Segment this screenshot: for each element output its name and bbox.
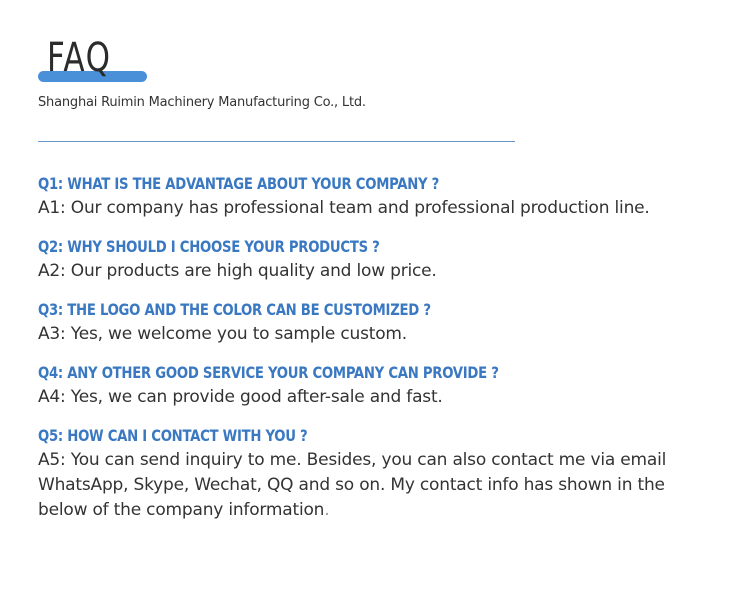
faq-item-2 — [38, 234, 718, 284]
faq-question-2: Q2: WHY SHOULD I CHOOSE YOUR PRODUCTS ? — [38, 237, 380, 256]
faq-item-4 — [38, 360, 718, 410]
faq-answer-2: A2: Our products are high quality and low price. — [38, 261, 437, 281]
faq-answer-4: A4: Yes, we can provide good after-sale and fast. — [38, 387, 443, 407]
faq-answer-5 — [38, 448, 718, 523]
faq-list — [38, 171, 718, 536]
faq-item-3 — [38, 297, 718, 347]
faq-answer-3: A3: Yes, we welcome you to sample custom. — [38, 324, 407, 344]
faq-header — [38, 35, 518, 148]
faq-item-5 — [38, 423, 718, 523]
company-name: Shanghai Ruimin Machinery Manufacturing Co., Ltd. — [38, 95, 366, 110]
faq-answer-5-trailing-dot: . — [324, 500, 330, 520]
faq-item-1 — [38, 171, 718, 221]
page-title: FAQ — [47, 35, 112, 81]
faq-question-4: Q4: ANY OTHER GOOD SERVICE YOUR COMPANY CAN PROVIDE ? — [38, 363, 499, 382]
header-divider — [38, 141, 515, 142]
faq-question-1: Q1: WHAT IS THE ADVANTAGE ABOUT YOUR COMPANY ? — [38, 174, 440, 193]
faq-question-5: Q5: HOW CAN I CONTACT WITH YOU ? — [38, 426, 308, 445]
faq-answer-1: A1: Our company has professional team and professional production line. — [38, 198, 650, 218]
faq-question-3: Q3: THE LOGO AND THE COLOR CAN BE CUSTOMIZED ? — [38, 300, 431, 319]
faq-answer-5-text: A5: You can send inquiry to me. Besides, you can also contact me via email WhatsApp, Skype, Wechat, QQ and so on. My contact info has shown in the below of the company information — [38, 450, 667, 520]
